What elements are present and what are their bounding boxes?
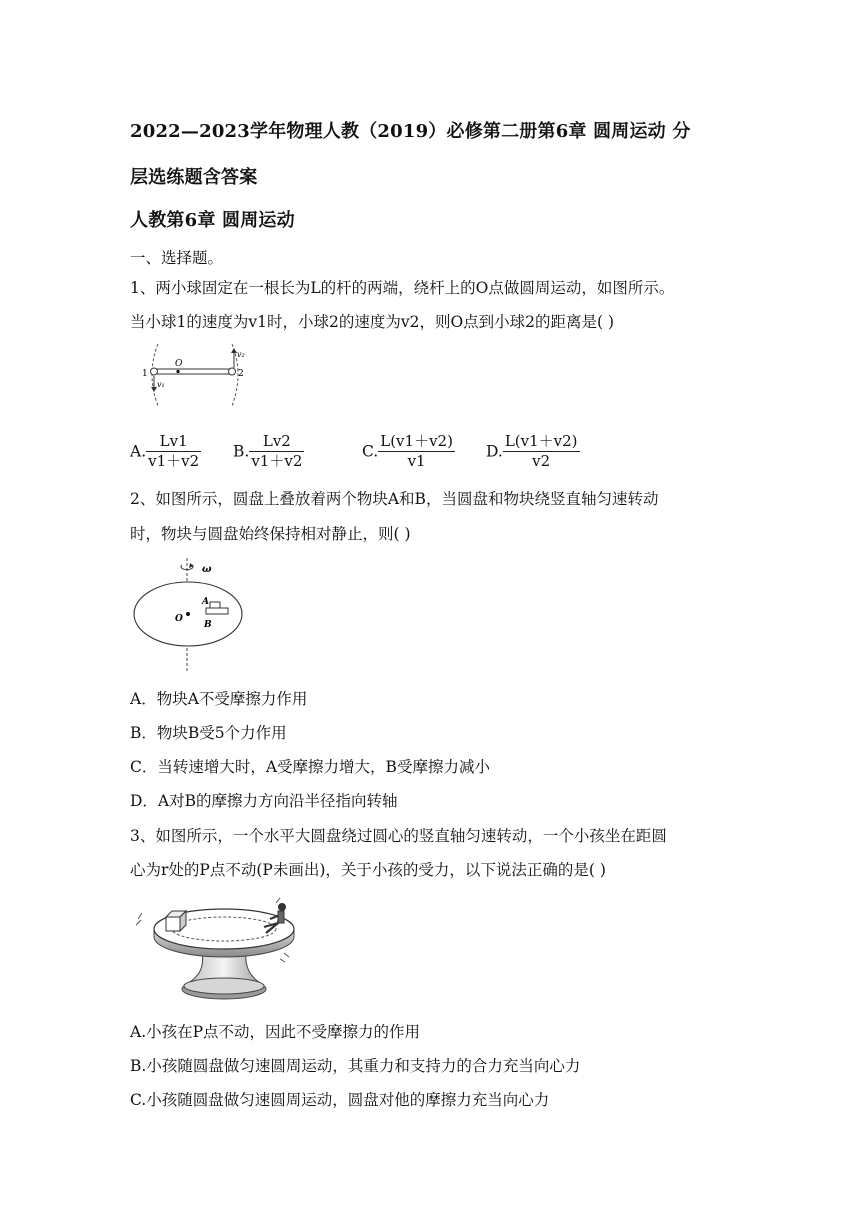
label-omega: ω [202, 564, 212, 575]
q2-disk-figure [132, 556, 252, 674]
part-label: 一、选择题。 [130, 249, 224, 267]
q2-option-c: C．当转速增大时，A受摩擦力增大，B受摩擦力减小 [130, 758, 490, 776]
q1-rod-figure [140, 342, 250, 410]
label-1: 1 [142, 369, 148, 379]
q1-stem-line-1: 1、两小球固定在一根长为L的杆的两端，绕杆上的O点做圆周运动，如图所示。 [130, 279, 675, 297]
label-2: 2 [238, 369, 244, 379]
label-v2: v₂ [237, 350, 245, 359]
label-o: O [175, 359, 183, 369]
q1-stem-line-2: 当小球1的速度为v1时，小球2的速度为v2，则O点到小球2的距离是( ) [130, 313, 615, 331]
q2-stem-line-1: 2、如图所示，圆盘上叠放着两个物块A和B，当圆盘和物块绕竖直轴匀速转动 [130, 490, 659, 508]
label-b: B [204, 620, 212, 630]
q3-stem-line-1: 3、如图所示，一个水平大圆盘绕过圆心的竖直轴匀速转动，一个小孩坐在距圆 [130, 827, 667, 845]
cube [166, 911, 186, 931]
q2-option-a: A．物块A不受摩擦力作用 [130, 690, 308, 708]
pivot-o [176, 370, 179, 373]
q2-option-b: B．物块B受5个力作用 [130, 724, 287, 742]
label-o: O [175, 614, 183, 624]
label-v1: v₁ [157, 380, 165, 389]
q3-option-b: B.小孩随圆盘做匀速圆周运动，其重力和支持力的合力充当向心力 [130, 1057, 581, 1075]
q3-turntable-figure [132, 893, 312, 1005]
ball-2 [229, 368, 236, 375]
block-a [210, 602, 220, 608]
q3-option-a: A.小孩在P点不动，因此不受摩擦力的作用 [130, 1023, 421, 1041]
label-a: A [202, 597, 209, 607]
document-title-line-2: 层选练题含答案 [130, 167, 258, 188]
document-title-line-1: 2022—2023学年物理人教（2019）必修第二册第6章 圆周运动 分 [130, 121, 691, 142]
q2-stem-line-2: 时，物块与圆盘始终保持相对静止，则( ) [130, 525, 411, 543]
block-b [206, 608, 228, 614]
q1-option-b: B. $\frac{Lv2}{v1+v2}$ [233, 432, 303, 470]
q3-stem-line-2: 心为r处的P点不动(P未画出)，关于小孩的受力，以下说法正确的是( ) [130, 861, 606, 879]
q1-option-c: C. $\frac{L(v1+v2)}{v1}$ [362, 432, 453, 470]
section-title: 人教第6章 圆周运动 [130, 210, 295, 231]
q1-option-d: D. $\frac{L(v1+v2)}{v2}$ [486, 432, 578, 470]
ball-1 [151, 368, 158, 375]
q2-option-d: D．A对B的摩擦力方向沿半径指向转轴 [130, 792, 398, 810]
q3-option-c: C.小孩随圆盘做匀速圆周运动，圆盘对他的摩擦力充当向心力 [130, 1091, 550, 1109]
q1-option-a: A. $\frac{Lv1}{v1+v2}$ [130, 432, 200, 470]
center-o [186, 612, 190, 616]
